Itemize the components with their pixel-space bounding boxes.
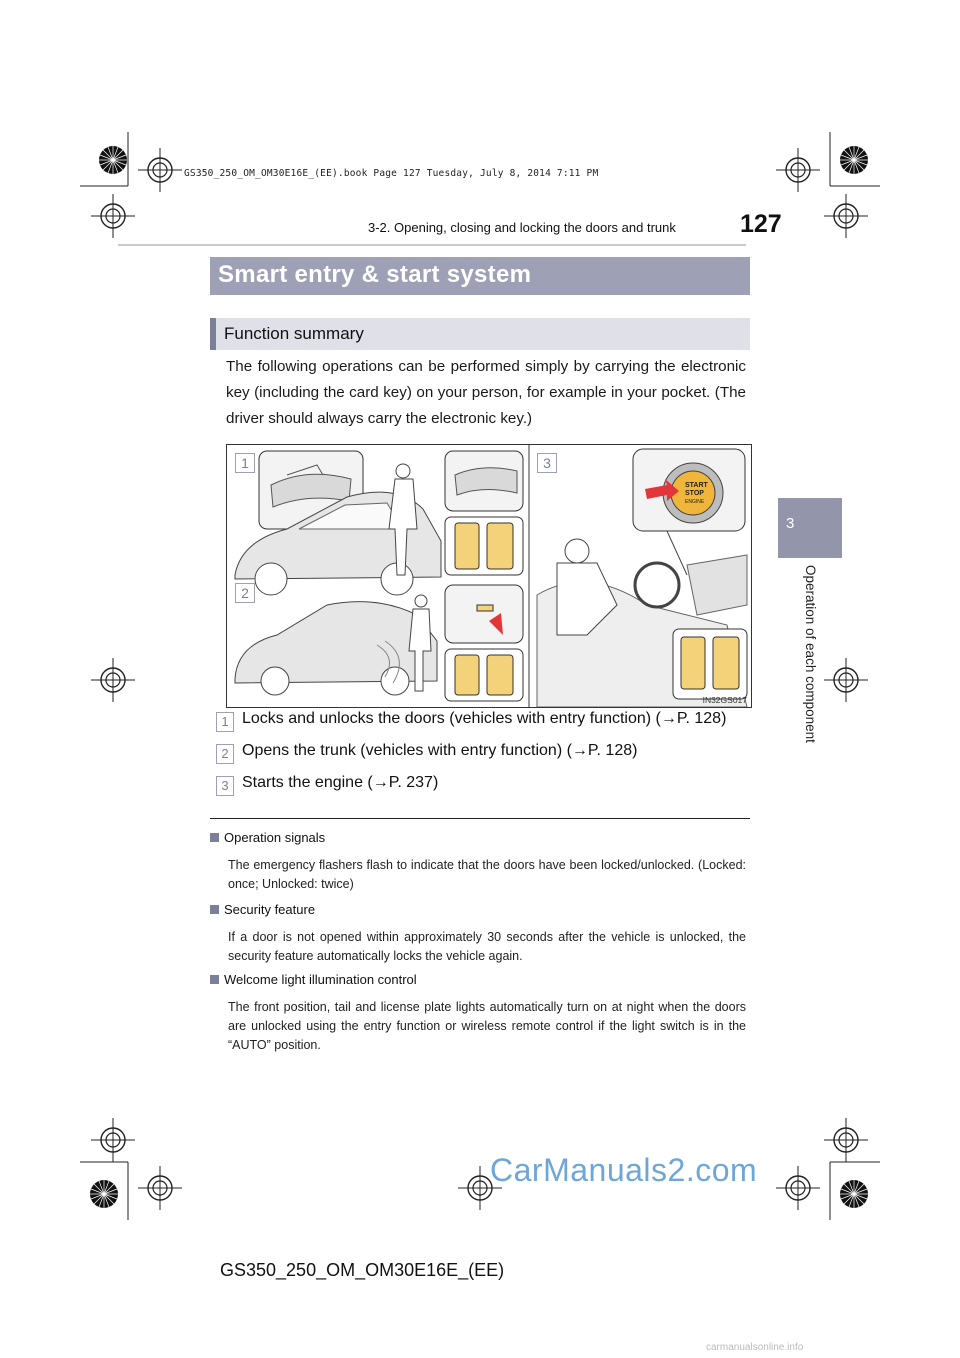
start-text: START [685,482,708,489]
item-number: 1 [216,712,234,732]
note-body: The front position, tail and license plate lights automatically turn on at night when the doors are unlocked using the entry function or wireless remote control if the light switch is in the “AUTO” position. [228,1000,746,1052]
item-text: Starts the engine (→P. 237) [242,774,439,791]
subtitle-bar [210,318,750,350]
note-body: The emergency flashers flash to indicate that the doors have been locked/unlocked. (Locked: once; Unlocked: twice) [228,858,746,891]
note-heading-text: Security feature [224,902,316,917]
item-text: Locks and unlocks the doors (vehicles with entry function) (→P. 128) [242,710,727,727]
note-heading [210,830,325,845]
watermark-url: carmanualsonline.info [706,1342,804,1353]
page-number: 127 [740,210,782,238]
subtitle: Function summary [224,324,364,343]
illustration [226,444,752,708]
note-heading [210,972,417,987]
illustration-drawing [227,445,751,707]
stop-text: STOP [685,490,704,497]
note-body: If a door is not opened within approximately 30 seconds after the vehicle is unlocked, the security feature automatically locks the vehicle again. [228,930,746,963]
item-text: Opens the trunk (vehicles with entry function) (→P. 128) [242,742,638,759]
page-title: Smart entry & start system [218,261,532,288]
subtitle-accent [210,318,216,350]
figure-code: IN32GS017 [702,695,747,705]
header-rule [118,244,746,246]
callout-1: 1 [235,453,255,473]
footer-code: GS350_250_OM_OM30E16E_(EE) [220,1260,505,1280]
item-number: 3 [216,776,234,796]
chapter-title-vertical [800,565,820,765]
chapter-title: Operation of each component [803,565,818,743]
callout-3: 3 [537,453,557,473]
intro-paragraph: The following operations can be performed simply by carrying the electronic key (including the card key) on your person, for example in your pocket. (The driver should always carry the electronic key.) [226,358,746,427]
page-title-bar [210,257,750,295]
section-divider [210,818,750,819]
note-heading-text: Welcome light illumination control [224,972,417,987]
engine-text: ENGINE [685,499,705,505]
bullet-square-icon [210,833,219,842]
watermark: CarManuals2.com [490,1152,758,1188]
print-stamp: GS350_250_OM_OM30E16E_(EE).book Page 127 Tuesday, July 8, 2014 7:11 PM [184,168,599,179]
bullet-square-icon [210,975,219,984]
item-number: 2 [216,744,234,764]
section-title: 3-2. Opening, closing and locking the doors and trunk [368,220,676,235]
note-heading-text: Operation signals [224,830,326,845]
bullet-square-icon [210,905,219,914]
chapter-number: 3 [786,515,795,532]
note-heading [210,902,315,917]
callout-2: 2 [235,583,255,603]
